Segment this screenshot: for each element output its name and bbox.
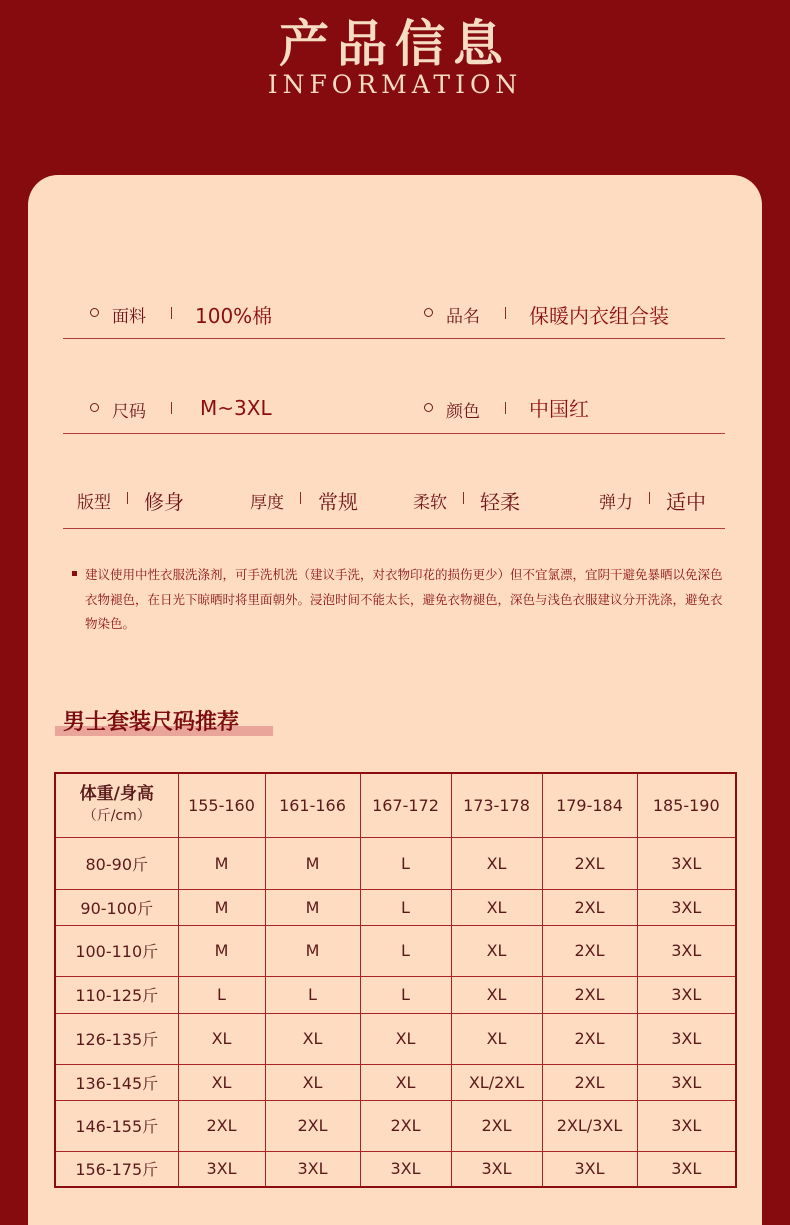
weight-cell: 110-125斤 [55,976,178,1013]
divider [127,492,128,504]
weight-cell: 136-145斤 [55,1064,178,1100]
name-value: 保暖内衣组合装 [529,304,669,328]
height-header: 155-160 [178,773,265,837]
size-cell: M [178,889,265,925]
size-cell: XL [451,925,542,976]
size-cell: 3XL [451,1151,542,1187]
row-divider [63,528,725,529]
divider [300,492,301,504]
table-row [55,925,736,976]
height-header: 167-172 [360,773,451,837]
thickness-label: 厚度 [250,493,284,513]
size-cell: 2XL [542,889,637,925]
size-cell: M [178,837,265,889]
table-row [55,1100,736,1151]
size-cell: L [360,837,451,889]
height-header: 173-178 [451,773,542,837]
weight-cell: 80-90斤 [55,837,178,889]
table-row [55,1013,736,1064]
fit-value: 修身 [144,490,184,514]
size-cell: 2XL [542,925,637,976]
size-cell: 3XL [637,837,736,889]
fabric-value: 100%棉 [195,304,273,328]
table-row [55,1064,736,1100]
size-cell: L [178,976,265,1013]
size-cell: L [360,976,451,1013]
table-corner-header [55,773,178,837]
bullet-circle-icon [90,308,99,317]
size-cell: XL [265,1013,360,1064]
size-cell: XL [451,889,542,925]
size-cell: 2XL [178,1100,265,1151]
table-row [55,837,736,889]
table-row [55,889,736,925]
size-cell: XL [265,1064,360,1100]
size-cell: 3XL [637,889,736,925]
size-cell: 2XL [542,1013,637,1064]
weight-cell: 90-100斤 [55,889,178,925]
height-header: 161-166 [265,773,360,837]
divider [171,402,172,414]
size-cell: L [360,889,451,925]
size-cell: 2XL [360,1100,451,1151]
size-cell: 2XL [265,1100,360,1151]
square-bullet-icon [72,571,77,576]
divider [649,492,650,504]
bullet-circle-icon [424,308,433,317]
size-cell: 3XL [178,1151,265,1187]
weight-cell: 156-175斤 [55,1151,178,1187]
size-cell: L [360,925,451,976]
size-table [54,772,737,1188]
fit-label: 版型 [77,493,111,513]
size-cell: 3XL [637,1100,736,1151]
softness-value: 轻柔 [480,490,520,514]
divider [505,307,506,319]
size-cell: 3XL [637,925,736,976]
size-section-title: 男士套装尺码推荐 [63,710,240,735]
elasticity-value: 适中 [666,490,706,514]
bullet-circle-icon [424,403,433,412]
size-cell: 3XL [637,1013,736,1064]
size-cell: 2XL [542,1064,637,1100]
size-cell: M [265,925,360,976]
size-value: M~3XL [200,396,272,420]
bullet-circle-icon [90,403,99,412]
elasticity-label: 弹力 [599,493,633,513]
weight-cell: 146-155斤 [55,1100,178,1151]
care-note: 建议使用中性衣服洗涤剂，可手洗机洗（建议手洗，对衣物印花的损伤更少）但不宜氯漂，宜阴干避免暴晒以免深色衣物褪色，在日光下晾晒时将里面朝外。浸泡时间不能太长，避免衣物褪色，深色与浅色衣服建议分开洗涤，避免衣物染色。 [85,567,723,631]
size-cell: 3XL [265,1151,360,1187]
size-cell: L [265,976,360,1013]
corner-main-label: 体重/身高 [79,784,154,805]
size-cell: M [178,925,265,976]
corner-sub-label: （斤/cm） [82,808,151,825]
size-cell: XL [178,1064,265,1100]
size-cell: XL [451,976,542,1013]
weight-cell: 126-135斤 [55,1013,178,1064]
height-header: 185-190 [637,773,736,837]
size-cell: M [265,889,360,925]
size-cell: XL [451,837,542,889]
size-cell: 3XL [360,1151,451,1187]
size-cell: XL [178,1013,265,1064]
size-cell: 2XL [451,1100,542,1151]
size-cell: 3XL [637,976,736,1013]
size-cell: 2XL [542,837,637,889]
divider [171,307,172,319]
thickness-value: 常规 [318,490,358,514]
page-subtitle: INFORMATION [267,70,523,99]
row-divider [63,433,725,434]
size-cell: 3XL [542,1151,637,1187]
size-cell: 3XL [637,1151,736,1187]
size-cell: 2XL/3XL [542,1100,637,1151]
name-label: 品名 [446,307,480,327]
size-cell: XL [451,1013,542,1064]
page-title: 产品信息 [279,14,511,73]
size-cell: 3XL [637,1064,736,1100]
size-cell: XL/2XL [451,1064,542,1100]
color-value: 中国红 [529,397,589,421]
size-cell: XL [360,1013,451,1064]
height-header: 179-184 [542,773,637,837]
softness-label: 柔软 [413,493,447,513]
row-divider [63,338,725,339]
divider [505,402,506,414]
size-cell: XL [360,1064,451,1100]
divider [463,492,464,504]
size-cell: M [265,837,360,889]
table-row [55,976,736,1013]
fabric-label: 面料 [112,307,146,327]
size-label: 尺码 [112,402,146,422]
color-label: 颜色 [446,402,480,422]
table-header-row [55,773,736,837]
table-row [55,1151,736,1187]
weight-cell: 100-110斤 [55,925,178,976]
size-cell: 2XL [542,976,637,1013]
